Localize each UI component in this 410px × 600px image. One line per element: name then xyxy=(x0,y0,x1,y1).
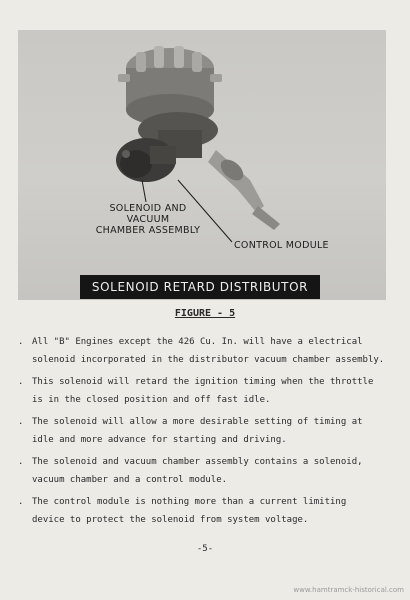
bullet-line: The solenoid and vacuum chamber assembly contains a solenoid, xyxy=(32,457,363,467)
bullet-list xyxy=(14,333,404,533)
bullet-line: vacuum chamber and a control module. xyxy=(32,475,228,485)
bullet-line: device to protect the solenoid from system voltage. xyxy=(32,515,309,525)
bullet-line: is in the closed position and off fast idle. xyxy=(32,395,271,405)
bullet-marker: . xyxy=(18,377,24,387)
control-module-callout: CONTROL MODULE xyxy=(234,240,329,251)
bullet-line: This solenoid will retard the ignition timing when the throttle xyxy=(32,377,374,387)
bullet-line: solenoid incorporated in the distributor vacuum chamber assembly. xyxy=(32,355,385,365)
bullet-item xyxy=(14,493,404,529)
bullet-marker: . xyxy=(18,497,24,507)
solenoid-callout-line1: SOLENOID AND VACUUM xyxy=(109,203,187,225)
bullet-line: All "B" Engines except the 426 Cu. In. will have a electrical xyxy=(32,337,363,347)
photo-title-band: SOLENOID RETARD DISTRIBUTOR xyxy=(80,275,320,299)
bullet-line: The control module is nothing more than a current limiting xyxy=(32,497,347,507)
figure-label xyxy=(0,308,410,319)
bullet-item xyxy=(14,413,404,449)
distributor-photo xyxy=(18,30,386,300)
bullet-marker: . xyxy=(18,337,24,347)
solenoid-callout xyxy=(88,203,208,236)
page-number: -5- xyxy=(196,544,214,554)
bullet-marker: . xyxy=(18,457,24,467)
bullet-line: The solenoid will allow a more desirable setting of timing at xyxy=(32,417,363,427)
solenoid-callout-line2: CHAMBER ASSEMBLY xyxy=(95,225,201,236)
bullet-item xyxy=(14,373,404,409)
bullet-marker: . xyxy=(18,417,24,427)
bullet-line: idle and more advance for starting and driving. xyxy=(32,435,287,445)
bullet-item xyxy=(14,453,404,489)
figure-label-text: FIGURE - 5 xyxy=(174,308,236,319)
watermark: www.hamtramck-historical.com xyxy=(293,586,404,594)
distributor-illustration xyxy=(18,30,386,300)
bullet-item xyxy=(14,333,404,369)
